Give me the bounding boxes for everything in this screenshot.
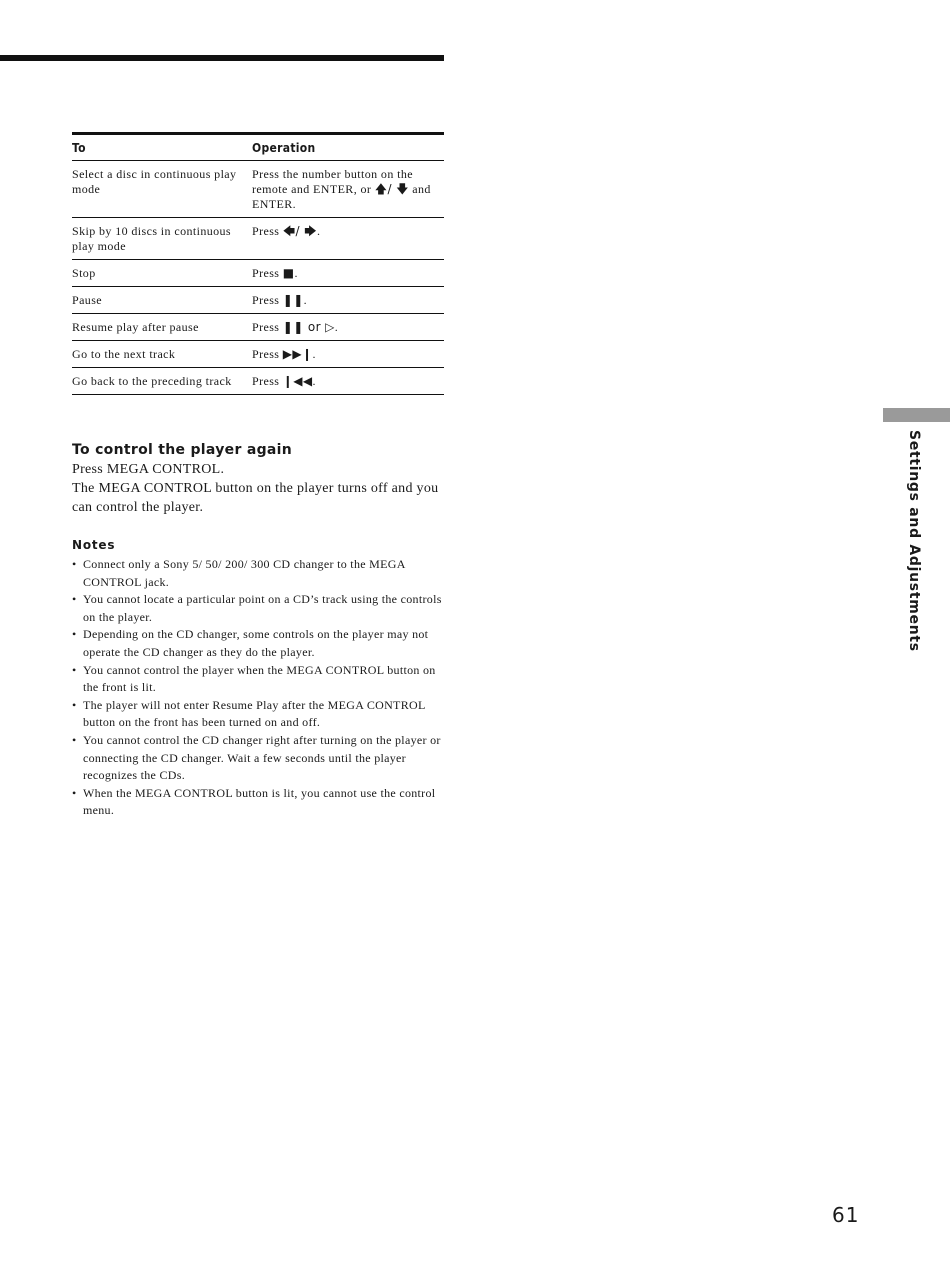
- table-row: [72, 218, 444, 260]
- pause-icon: ❚❚: [282, 293, 304, 307]
- table-row: [72, 368, 444, 395]
- row-operation: Press ❚❚.: [252, 287, 444, 314]
- up-down-arrow-icon: 🡅/ 🡇: [374, 182, 409, 196]
- row-action: Pause: [72, 287, 252, 314]
- header-to: To: [72, 134, 252, 161]
- control-line-1: Press MEGA CONTROL.: [72, 462, 225, 477]
- row-operation: Press 🡄/ 🡆.: [252, 218, 444, 260]
- notes-list: [72, 556, 444, 820]
- table-row: [72, 260, 444, 287]
- row-action: Go back to the preceding track: [72, 368, 252, 395]
- row-operation: Press ■.: [252, 260, 444, 287]
- control-section: [72, 440, 444, 517]
- page-number: 61: [832, 1203, 860, 1227]
- section-side-label: Settings and Adjustments: [906, 430, 922, 652]
- control-line-2: The MEGA CONTROL button on the player turns off and you can control the player.: [72, 481, 439, 515]
- list-item: • Connect only a Sony 5/ 50/ 200/ 300 CD changer to the MEGA CONTROL jack.: [72, 556, 444, 591]
- list-item: • The player will not enter Resume Play after the MEGA CONTROL button on the front has been turned on and off.: [72, 697, 444, 732]
- list-item: • Depending on the CD changer, some controls on the player may not operate the CD changer as they do the player.: [72, 626, 444, 661]
- next-track-icon: ▶▶❙: [282, 347, 313, 361]
- row-action: Resume play after pause: [72, 314, 252, 341]
- list-item: • You cannot locate a particular point on a CD’s track using the controls on the player.: [72, 591, 444, 626]
- table-row: [72, 287, 444, 314]
- table-row: [72, 341, 444, 368]
- row-action: Stop: [72, 260, 252, 287]
- list-item: • When the MEGA CONTROL button is lit, you cannot use the control menu.: [72, 785, 444, 820]
- notes-heading: Notes: [72, 538, 116, 552]
- row-action: Select a disc in continuous play mode: [72, 161, 252, 218]
- table-header-row: [72, 134, 444, 161]
- list-item: • You cannot control the CD changer right after turning on the player or connecting the CD changer. Wait a few seconds until the player recognizes the CDs.: [72, 732, 444, 785]
- notes-section: [72, 537, 444, 820]
- header-operation: Operation: [252, 134, 444, 161]
- previous-track-icon: ❙◀◀: [282, 374, 313, 388]
- list-item: • You cannot control the player when the MEGA CONTROL button on the front is lit.: [72, 662, 444, 697]
- operations-table: [72, 132, 444, 395]
- row-operation: Press the number button on the remote and ENTER, or 🡅/ 🡇 and ENTER.: [252, 161, 444, 218]
- top-rule: [0, 55, 444, 61]
- control-heading: To control the player again: [72, 442, 293, 458]
- table-row: [72, 314, 444, 341]
- left-right-arrow-icon: 🡄/ 🡆: [282, 224, 317, 238]
- row-operation: Press ❚❚ or ▷.: [252, 314, 444, 341]
- section-tab-marker: [883, 408, 950, 422]
- row-operation: Press ❙◀◀.: [252, 368, 444, 395]
- stop-icon: ■: [282, 266, 295, 280]
- table-row: [72, 161, 444, 218]
- pause-or-play-icon: ❚❚ or ▷: [282, 320, 335, 334]
- row-action: Go to the next track: [72, 341, 252, 368]
- row-action: Skip by 10 discs in continuous play mode: [72, 218, 252, 260]
- row-operation: Press ▶▶❙.: [252, 341, 444, 368]
